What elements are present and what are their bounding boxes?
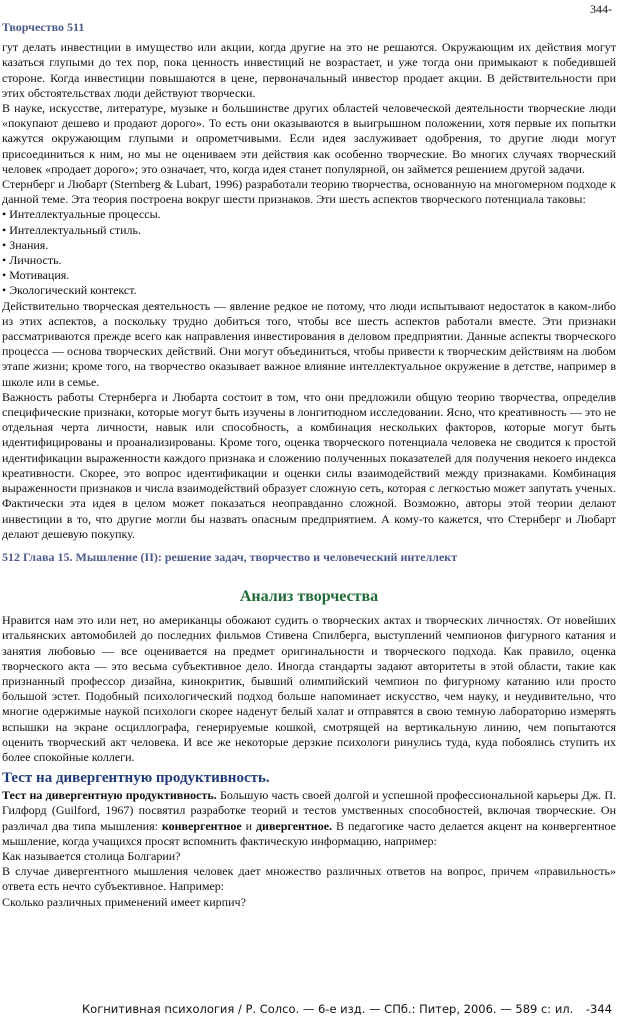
page-number-top: 344-: [590, 2, 612, 16]
footer-page-number: -344: [585, 1002, 612, 1016]
paragraph: Нравится нам это или нет, но американцы обожают судить о творческих актах и творческих личностях. От новейших итальянских автомобилей до последних фильмов Стивена Спилберга, выступлений чемпионов фигурного катания и занятия любовью — все оценивается на предмет оригинальности и творческого подхода. Как правило, оценка творческого акта — это весьма субъективное дело. Иногда стандарты задают авторитеты в этой области, такие как признанный профессор дизайна, кинокритик, бывший олимпийский чемпион по фигурному катанию или просто большой эстет. Подобный психологический подход больше напоминает искусство, чем науку, и неудивительно, что многие одержимые наукой психологи скорее наденут белый халат и отправятся в свою темную лабораторию измерять вспышки на экране осциллографа, генерируемые кошкой, смотрящей на вертикальную линию, чем попытаются оценить творческий акт человека. И все же некоторые дерзкие психологи ринулись туда, куда побоялись ступить их более спокойные коллеги.: [2, 613, 616, 764]
bold-term: конвергентное: [161, 818, 242, 833]
page-content: [2, 20, 616, 910]
bullet-item: • Интеллектуальные процессы.: [2, 207, 161, 222]
paragraph: Тест на дивергентную продуктивность. Большую часть своей долгой и успешной профессиональной карьеры Дж. П. Гилфорд (Guilford, 1967) посвятил разработке теорий и тестов умственных способностей, включая творческие. Он различал два типа мышления: конвергентное и дивергентное. В педагогике часто делается акцент на конвергентное мышление, когда учащихся просят вспомнить фактическую информацию, например:: [2, 788, 617, 848]
bullet-item: • Знания.: [2, 237, 49, 252]
paragraph: В науке, искусстве, литературе, музыке и большинстве других областей человеческой деятельности творческие люди «покупают дешево и продают дорого». То есть они оказываются в выигрышном положении, хотя первые их попытки кажутся окружающим глупыми и опрометчивыми. Если идея заслуживает одобрения, то другие люди могут присоединиться к ним, но мы не оцениваем эти действия как особенно творческие. Во многих случаях творческий человек «продает дорого»; это означает, что, когда идея станет популярной, он займется решением другой задачи.: [2, 101, 616, 176]
section-heading: Анализ творчества: [239, 588, 379, 606]
running-head-top: Творчество 511: [2, 20, 85, 34]
paragraph: Действительно творческая деятельность — явление редкое не потому, что люди испытывают недостаток в каком-либо из этих аспектов, а поскольку трудно добиться того, чтобы все шесть аспектов работали вместе. Эти признаки рассматриваются прежде всего как направления инвестирования в деловом предприятии. Данные аспекты творческого процесса — основа творческих действий. Они могут объединиться, чтобы привести к творческим действиям на любом этапе жизни; кроме того, на творчество оказывает важное влияние интеллектуальное окружение в детстве, например в школе или в семье.: [2, 298, 616, 389]
paragraph: гут делать инвестиции в имущество или акции, когда другие на это не решаются. Окружающим их действия могут казаться глупыми до тех пор, пока ценность инвестиций не возрастает, и уже тогда они примыкают к победившей стороне. Когда инвестиции повышаются в цене, первоначальный инвестор продает акции. В действительности при этих обстоятельствах люди действуют творчески.: [2, 40, 616, 100]
paragraph: Важность работы Стернберга и Любарта состоит в том, что они предложили общую теорию творчества, определив специфические признаки, которые могут быть изучены в лонгитюдном исследовании. Ясно, что креативность — это не отдельная черта личности, навык или способность, а комбинация нескольких факторов, которые могут быть идентифицированы и проанализированы. Кроме того, оценка творческого потенциала человека не сводится к простой идентификации выраженности каждого признака и сложению полученных показателей для получения некоего индекса креативности. Скорее, это вопрос идентификации и оценки силы взаимодействий между признаками. Комбинация выраженности признаков и числа взаимодействий образует сложную сеть, которая с легкостью может запутать ученых. Фактически эта идея в целом может показаться неоправданно сложной. Возможно, авторы этой теории делают инвестиции в то, что другие могли бы назвать опасным предприятием. А кому-то кажется, что Стернберг и Любарт делают дешевую покупку.: [2, 389, 616, 541]
paragraph: Сколько различных применений имеет кирпич?: [2, 894, 246, 909]
bullet-item: • Экологический контекст.: [2, 283, 137, 298]
paragraph: В случае дивергентного мышления человек дает множество различных ответов на вопрос, причем «правильность» ответа есть нечто субъективное. Например:: [2, 864, 616, 894]
subsection-heading: Тест на дивергентную продуктивность.: [2, 770, 270, 787]
bold-term: дивергентное.: [255, 818, 333, 833]
running-head-chapter: 512 Глава 15. Мышление (II): решение задач, творчество и человеческий интеллект: [2, 549, 458, 564]
bullet-item: • Личность.: [2, 253, 62, 268]
footer-citation: Когнитивная психология / Р. Солсо. — 6-е изд. — СПб.: Питер, 2006. — 589 с: ил.: [82, 1002, 574, 1016]
paragraph: Как называется столица Болгарии?: [2, 848, 181, 863]
bold-term: Тест на дивергентную продуктивность.: [2, 788, 217, 803]
bullet-item: • Интеллектуальный стиль.: [2, 222, 142, 237]
paragraph: Стернберг и Любарт (Sternberg & Lubart, 1996) разработали теорию творчества, основанную на многомерном подходе к данной теме. Эта теория построена вокруг шести признаков. Эти шесть аспектов творческого потенциала таковы:: [2, 177, 616, 207]
bullet-item: • Мотивация.: [2, 268, 70, 283]
